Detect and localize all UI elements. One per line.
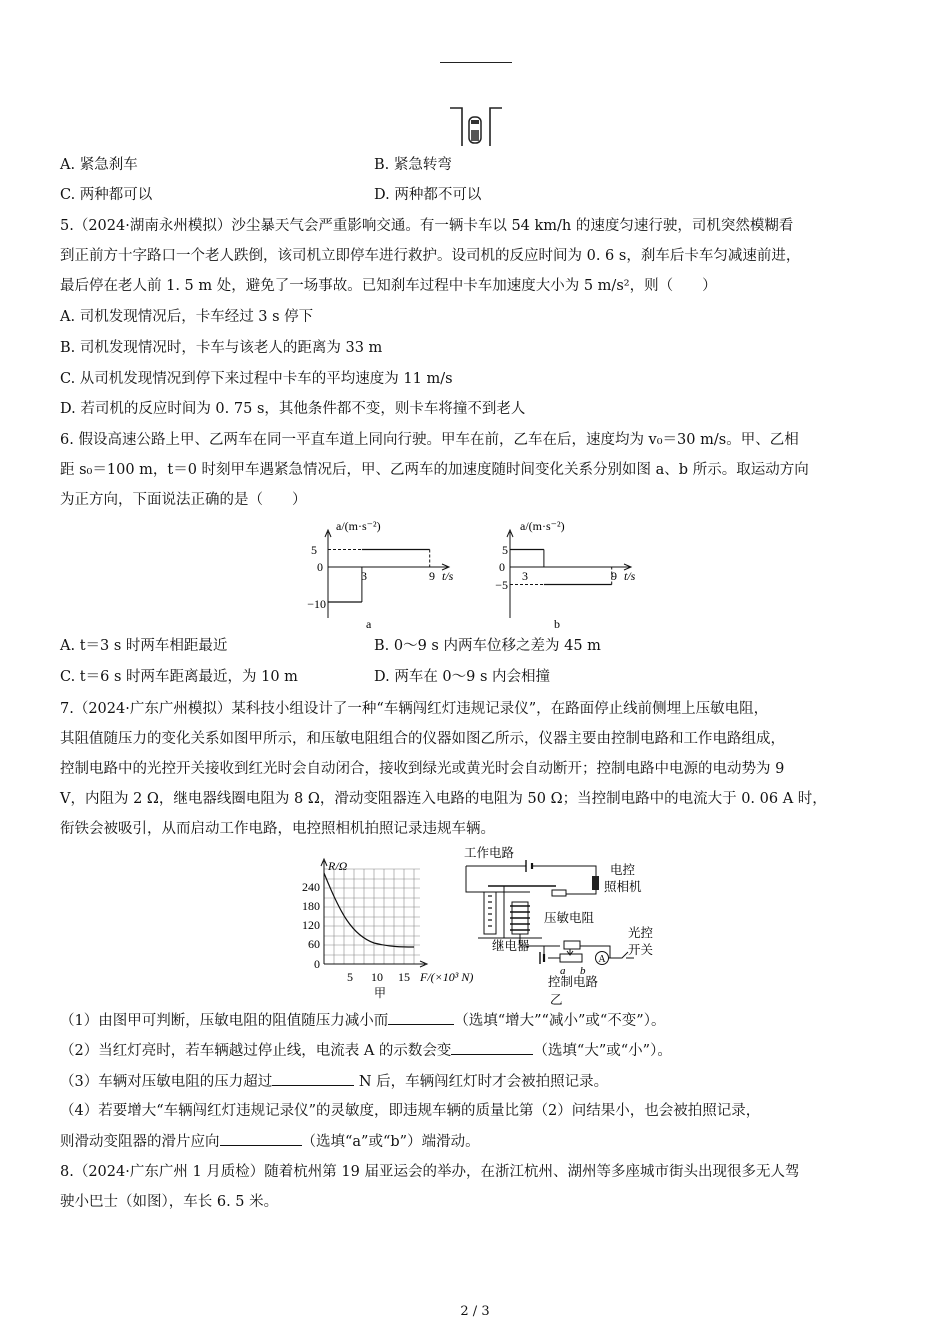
tick-x: 5 — [347, 970, 353, 984]
q8-stem-line: 驶小巴士（如图），车长 6. 5 米。 — [60, 1194, 279, 1210]
answer-blank[interactable] — [388, 1010, 454, 1025]
tick-x: 10 — [371, 970, 383, 984]
q5-option-b: B. 司机发现情况时，卡车与该老人的距离为 33 m — [60, 340, 383, 356]
caption: 乙 — [550, 993, 563, 1007]
circuit-label: 控制电路 — [548, 975, 599, 989]
tick-x: 9 — [611, 569, 617, 583]
q7-subq-4: （4）若要增大“车辆闯红灯违规记录仪”的灵敏度，即违规车辆的质量比第（2）问结果小，也会被拍照记录， — [60, 1103, 761, 1119]
tick-y: 60 — [308, 937, 320, 951]
q7-subq-3: （3）车辆对压敏电阻的压力超过 N 后，车辆闯红灯时才会被拍照记录。 — [60, 1071, 608, 1092]
circuit-label: 电控 — [610, 863, 636, 877]
q5-stem-line: 5.（2024·湖南永州模拟）沙尘暴天气会严重影响交通。有一辆卡车以 54 km/h 的速度匀速行驶，司机突然模糊看 — [60, 218, 794, 234]
circuit-label: 继电器 — [492, 939, 530, 953]
road-car-figure — [440, 100, 512, 150]
tick-x: 9 — [429, 569, 435, 583]
ylabel: R/Ω — [328, 859, 348, 873]
tick-y: 0 — [314, 957, 320, 971]
q7-subq-2: （2）当红灯亮时，若车辆越过停止线，电流表 A 的示数会变 （选填“大”或“小”）。 — [60, 1040, 672, 1061]
camera-icon — [592, 876, 599, 890]
xlabel: t/s — [442, 569, 454, 583]
q4-option-b: B. 紧急转弯 — [374, 157, 452, 173]
q5-option-a: A. 司机发现情况后，卡车经过 3 s 停下 — [60, 309, 314, 325]
tick-x: 3 — [522, 569, 528, 583]
tick-y: −10 — [307, 597, 326, 611]
q4-option-c: C. 两种都可以 — [60, 187, 153, 203]
q5-stem-line: 最后停在老人前 1. 5 m 处，避免了一场事故。已知刹车过程中卡车加速度大小为 5 m/s²，则（ ） — [60, 278, 717, 294]
tick-x: 3 — [361, 569, 367, 583]
page-number: 2 / 3 — [460, 1304, 490, 1319]
q7-stem-line: 7.（2024·广东广州模拟）某科技小组设计了一种“车辆闯红灯违规记录仪”，在路面停止线前侧埋上压敏电阻， — [60, 701, 769, 717]
q6-stem-line: 为正方向，下面说法正确的是（ ） — [60, 492, 307, 508]
xlabel: t/s — [624, 569, 636, 583]
q7-stem-line: 其阻值随压力的变化关系如图甲所示，和压敏电阻组合的仪器如图乙所示，仪器主要由控制电路和工作电路组成， — [60, 731, 785, 747]
circuit-label: 开关 — [628, 943, 654, 957]
ylabel: a/(m·s⁻²) — [336, 519, 381, 533]
q4-option-d: D. 两种都不可以 — [374, 187, 482, 203]
graph-jia — [290, 855, 474, 1005]
circuit-label: A — [598, 954, 606, 965]
tick-y: 180 — [302, 899, 320, 913]
q7-subq-4-cont: 则滑动变阻器的滑片应向 （选填“a”或“b”）端滑动。 — [60, 1131, 480, 1152]
tick-y: 0 — [499, 560, 505, 574]
car-icon — [469, 117, 481, 143]
circuit-label: 压敏电阻 — [544, 911, 595, 925]
q8-stem-line: 8.（2024·广东广州 1 月质检）随着杭州第 19 届亚运会的举办，在浙江杭州、湖州等多座城市街头出现很多无人驾 — [60, 1164, 800, 1180]
circuit-label: 光控 — [628, 926, 654, 940]
q7-stem-line: 控制电路中的光控开关接收到红光时会自动闭合，接收到绿光或黄光时会自动断开；控制电路中电源的电动势为 9 — [60, 761, 785, 777]
tick-y: 5 — [502, 543, 508, 557]
caption: a — [366, 617, 372, 631]
tick-x: 15 — [398, 970, 410, 984]
tick-y: 120 — [302, 918, 320, 932]
q6-option-a: A. t＝3 s 时两车相距最近 — [60, 638, 228, 654]
circuit-label: 照相机 — [604, 880, 642, 894]
circuit-label: a — [560, 965, 566, 977]
xlabel: F/(×10³ N) — [420, 970, 474, 984]
q5-stem-line: 到正前方十字路口一个老人跌倒，该司机立即停车进行救护。设司机的反应时间为 0. 6 s，刹车后卡车匀减速前进， — [60, 248, 801, 264]
answer-blank[interactable] — [220, 1131, 302, 1146]
caption: b — [554, 617, 560, 631]
q7-stem-line: 衔铁会被吸引，从而启动工作电路，电控照相机拍照记录违规车辆。 — [60, 821, 495, 837]
circuit-yi — [460, 842, 670, 1007]
caption: 甲 — [374, 986, 387, 1000]
tick-y: 0 — [317, 560, 323, 574]
q5-option-d: D. 若司机的反应时间为 0. 75 s，其他条件都不变，则卡车将撞不到老人 — [60, 401, 526, 417]
answer-blank[interactable] — [272, 1071, 354, 1086]
tick-y: 5 — [311, 543, 317, 557]
graph-a — [296, 518, 476, 633]
ylabel: a/(m·s⁻²) — [520, 519, 565, 533]
q6-option-c: C. t＝6 s 时两车距离最近，为 10 m — [60, 669, 298, 685]
graph-b — [478, 518, 658, 633]
q6-option-b: B. 0～9 s 内两车位移之差为 45 m — [374, 638, 601, 654]
q6-stem-line: 6. 假设高速公路上甲、乙两车在同一平直车道上同向行驶。甲车在前，乙车在后，速度均为 v₀＝30 m/s。甲、乙相 — [60, 432, 799, 448]
tick-y: −5 — [495, 578, 508, 592]
q7-stem-line: V，内阻为 2 Ω，继电器线圈电阻为 8 Ω，滑动变阻器连入电路的电阻为 50 Ω；当控制电路中的电流大于 0. 06 A 时， — [60, 791, 827, 807]
circuit-label: 工作电路 — [464, 846, 515, 860]
tick-y: 240 — [302, 880, 320, 894]
top-line — [440, 62, 512, 63]
q4-option-a: A. 紧急刹车 — [60, 157, 138, 173]
q6-stem-line: 距 s₀＝100 m，t＝0 时刻甲车遇紧急情况后，甲、乙两车的加速度随时间变化关系分别如图 a、b 所示。取运动方向 — [60, 462, 809, 478]
circuit-label: b — [580, 965, 586, 977]
q7-subq-1: （1）由图甲可判断，压敏电阻的阻值随压力减小而 （选填“增大”“减小”或“不变”）。 — [60, 1010, 665, 1031]
answer-blank[interactable] — [451, 1040, 533, 1055]
q6-option-d: D. 两车在 0～9 s 内会相撞 — [374, 669, 551, 685]
q5-option-c: C. 从司机发现情况到停下来过程中卡车的平均速度为 11 m/s — [60, 371, 453, 387]
